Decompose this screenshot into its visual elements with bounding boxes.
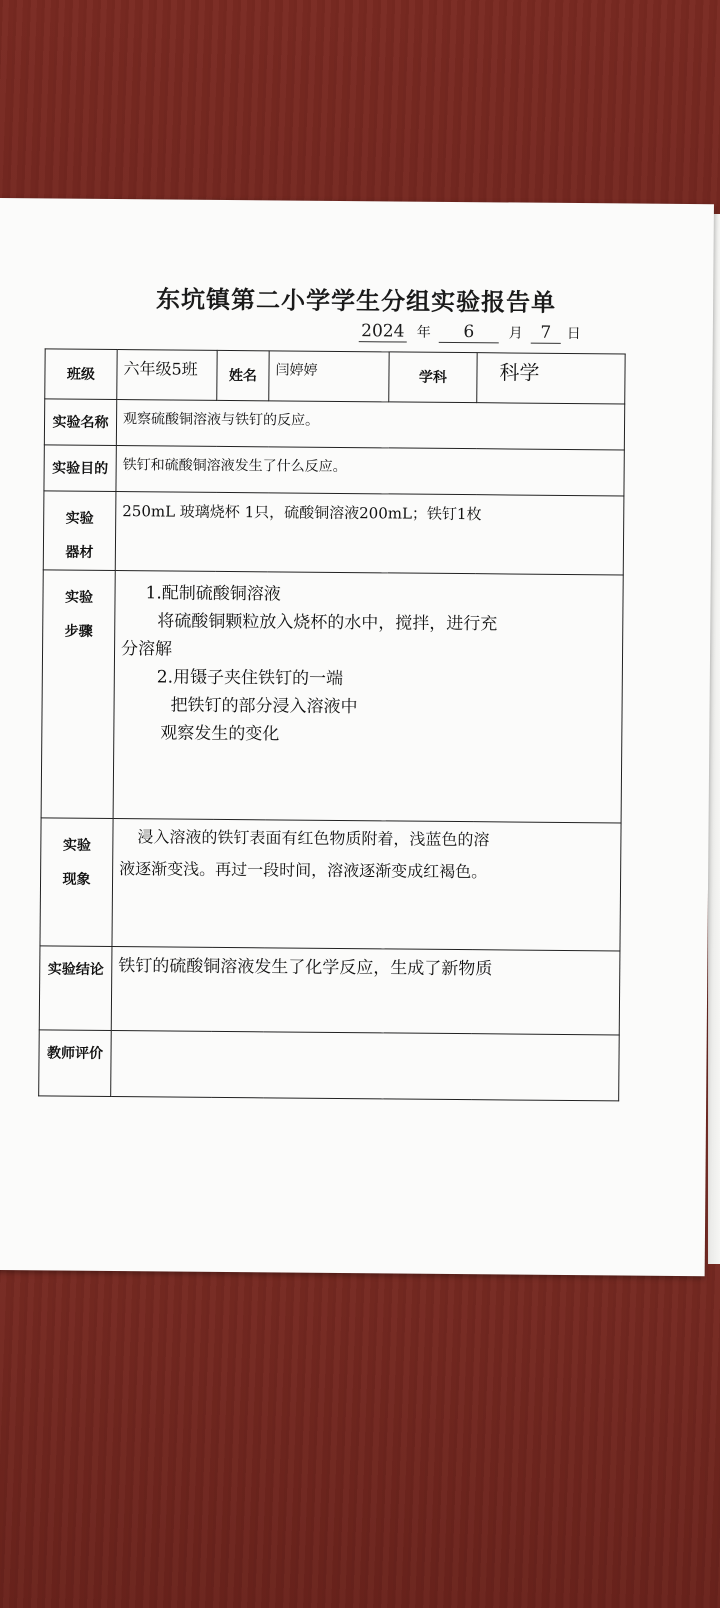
row-conclusion: [39, 946, 620, 1035]
step-line: 分溶解: [120, 639, 173, 660]
row-basic-info: [45, 349, 625, 404]
value-equipment: 250mL 玻璃烧杯 1只，硫酸铜溶液200mL；铁钉1枚: [115, 492, 624, 575]
label-name: 姓名: [217, 350, 269, 400]
date-month-unit: 月: [508, 325, 523, 342]
label-equipment-line2: 器材: [65, 544, 94, 561]
row-steps: [41, 570, 623, 823]
row-teacher-comment: [39, 1030, 620, 1101]
phenomenon-line: 液逐渐变浅。再过一段时间，溶液逐渐变成红褐色。: [119, 859, 488, 882]
label-steps-line2: 步骤: [64, 623, 93, 640]
step-line: 1.配制硫酸铜溶液: [145, 583, 281, 605]
label-steps-line1: 实验: [64, 589, 94, 606]
label-conclusion: 实验结论: [39, 946, 112, 1031]
label-steps: [41, 570, 115, 819]
step-line: 将硫酸铜颗粒放入烧杯的水中，搅拌，进行充: [157, 611, 498, 635]
label-experiment-name: 实验名称: [44, 399, 116, 446]
label-phenomenon-line2: 现象: [62, 871, 91, 888]
label-equipment: [43, 491, 116, 571]
date-year: 2024: [359, 321, 407, 342]
step-line: 把铁钉的部分浸入溶液中: [170, 695, 358, 718]
row-equipment: [43, 491, 624, 575]
value-conclusion: 铁钉的硫酸铜溶液发生了化学反应，生成了新物质: [111, 947, 620, 1035]
row-purpose: [44, 445, 624, 496]
label-equipment-line1: 实验: [65, 510, 94, 527]
page-title: 东坑镇第二小学学生分组实验报告单: [155, 285, 557, 317]
row-experiment-name: [44, 399, 624, 450]
date-line: [359, 321, 619, 347]
value-teacher-comment: [111, 1031, 620, 1101]
label-phenomenon: [40, 818, 113, 947]
date-day: 7: [531, 323, 561, 344]
label-teacher-comment: 教师评价: [39, 1030, 112, 1097]
step-line: 观察发生的变化: [160, 723, 280, 745]
label-phenomenon-line1: 实验: [62, 837, 91, 854]
step-line: 2.用镊子夹住铁钉的一端: [156, 667, 344, 690]
value-class: 六年级5班: [117, 350, 217, 401]
date-day-unit: 日: [566, 325, 581, 343]
value-phenomenon: [112, 819, 621, 951]
phenomenon-line: 浸入溶液的铁钉表面有红色物质附着，浅蓝色的溶: [137, 827, 490, 850]
date-year-unit: 年: [416, 324, 431, 341]
report-sheet: [0, 198, 714, 1276]
value-subject: 科学: [477, 353, 625, 404]
label-subject: 学科: [389, 352, 477, 403]
value-steps: [113, 571, 623, 823]
report-table: [38, 348, 626, 1101]
label-class: 班级: [45, 349, 117, 400]
value-name: 闫婷婷: [269, 351, 389, 402]
value-purpose: 铁钉和硫酸铜溶液发生了什么反应。: [116, 446, 624, 496]
value-experiment-name: 观察硫酸铜溶液与铁钉的反应。: [116, 400, 624, 450]
label-purpose: 实验目的: [44, 445, 116, 492]
date-month: 6: [439, 322, 499, 344]
row-phenomenon: [40, 818, 621, 951]
